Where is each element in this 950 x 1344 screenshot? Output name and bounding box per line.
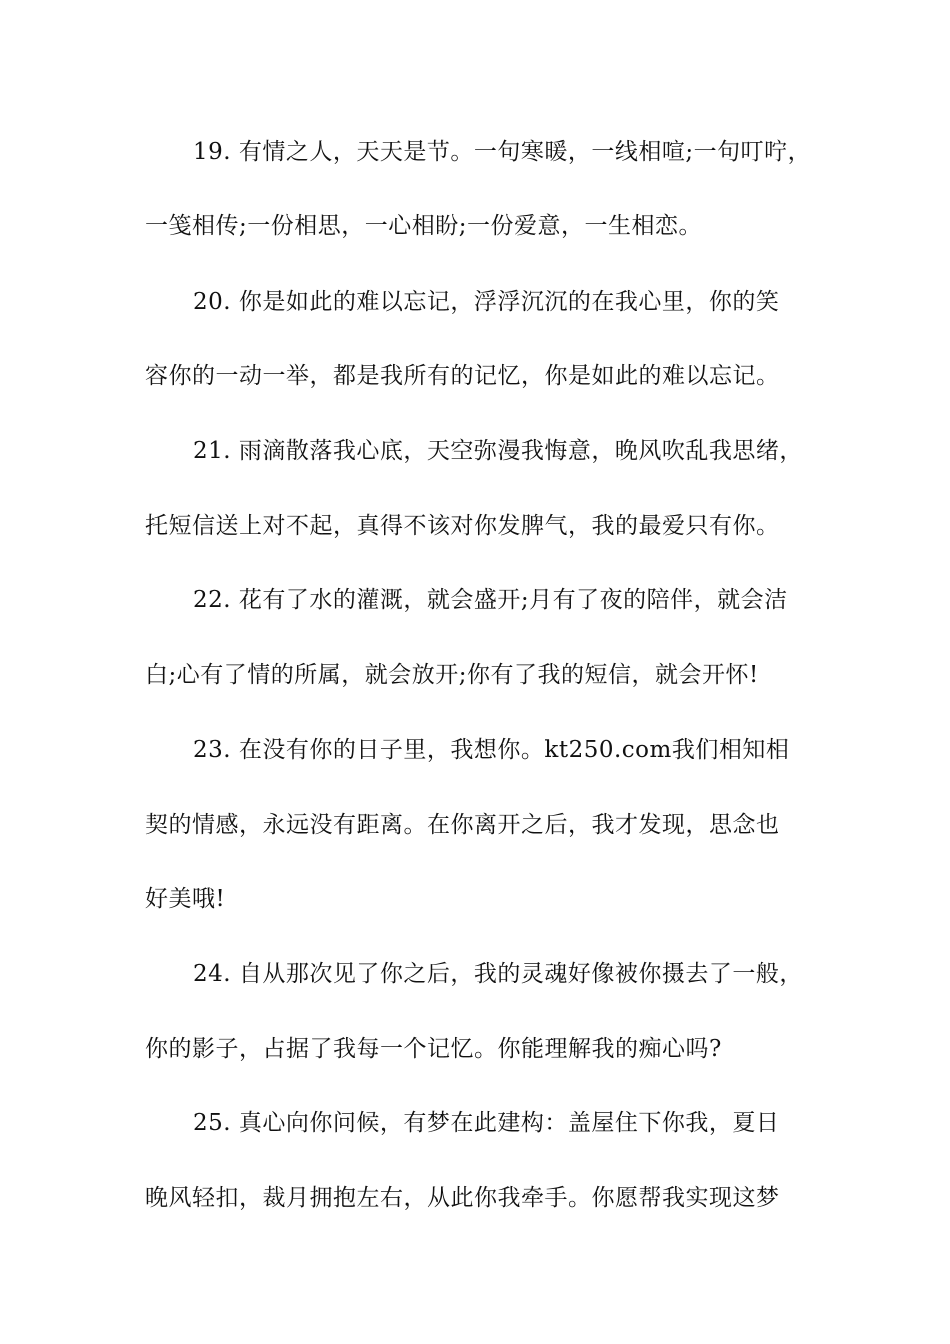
text-line: 23. 在没有你的日子里，我想你。kt250.com我们相知相: [193, 737, 790, 763]
text-line: 一笺相传;一份相思，一心相盼;一份爱意，一生相恋。: [145, 213, 702, 239]
text-line: 21. 雨滴散落我心底，天空弥漫我悔意，晚风吹乱我思绪，: [193, 438, 803, 464]
text-line: 24. 自从那次见了你之后，我的灵魂好像被你摄去了一般，: [193, 961, 803, 987]
text-line: 你的影子，占据了我每一个记忆。你能理解我的痴心吗?: [145, 1036, 722, 1062]
text-line: 19. 有情之人，天天是节。一句寒暖，一线相喧;一句叮咛，: [193, 139, 812, 165]
text-line: 晚风轻扣，裁月拥抱左右，从此你我牵手。你愿帮我实现这梦: [145, 1185, 780, 1211]
text-line: 好美哦!: [145, 886, 226, 912]
text-line: 托短信送上对不起，真得不该对你发脾气，我的最爱只有你。: [145, 513, 780, 539]
text-line: 契的情感，永远没有距离。在你离开之后，我才发现，思念也: [145, 812, 780, 838]
text-line: 22. 花有了水的灌溉，就会盛开;月有了夜的陪伴，就会洁: [193, 587, 788, 613]
text-line: 20. 你是如此的难以忘记，浮浮沉沉的在我心里，你的笑: [193, 289, 780, 315]
text-line: 25. 真心向你问候，有梦在此建构：盖屋住下你我，夏日: [193, 1110, 780, 1136]
text-line: 容你的一动一举，都是我所有的记忆，你是如此的难以忘记。: [145, 363, 780, 389]
text-line: 白;心有了情的所属，就会放开;你有了我的短信，就会开怀!: [145, 662, 759, 688]
